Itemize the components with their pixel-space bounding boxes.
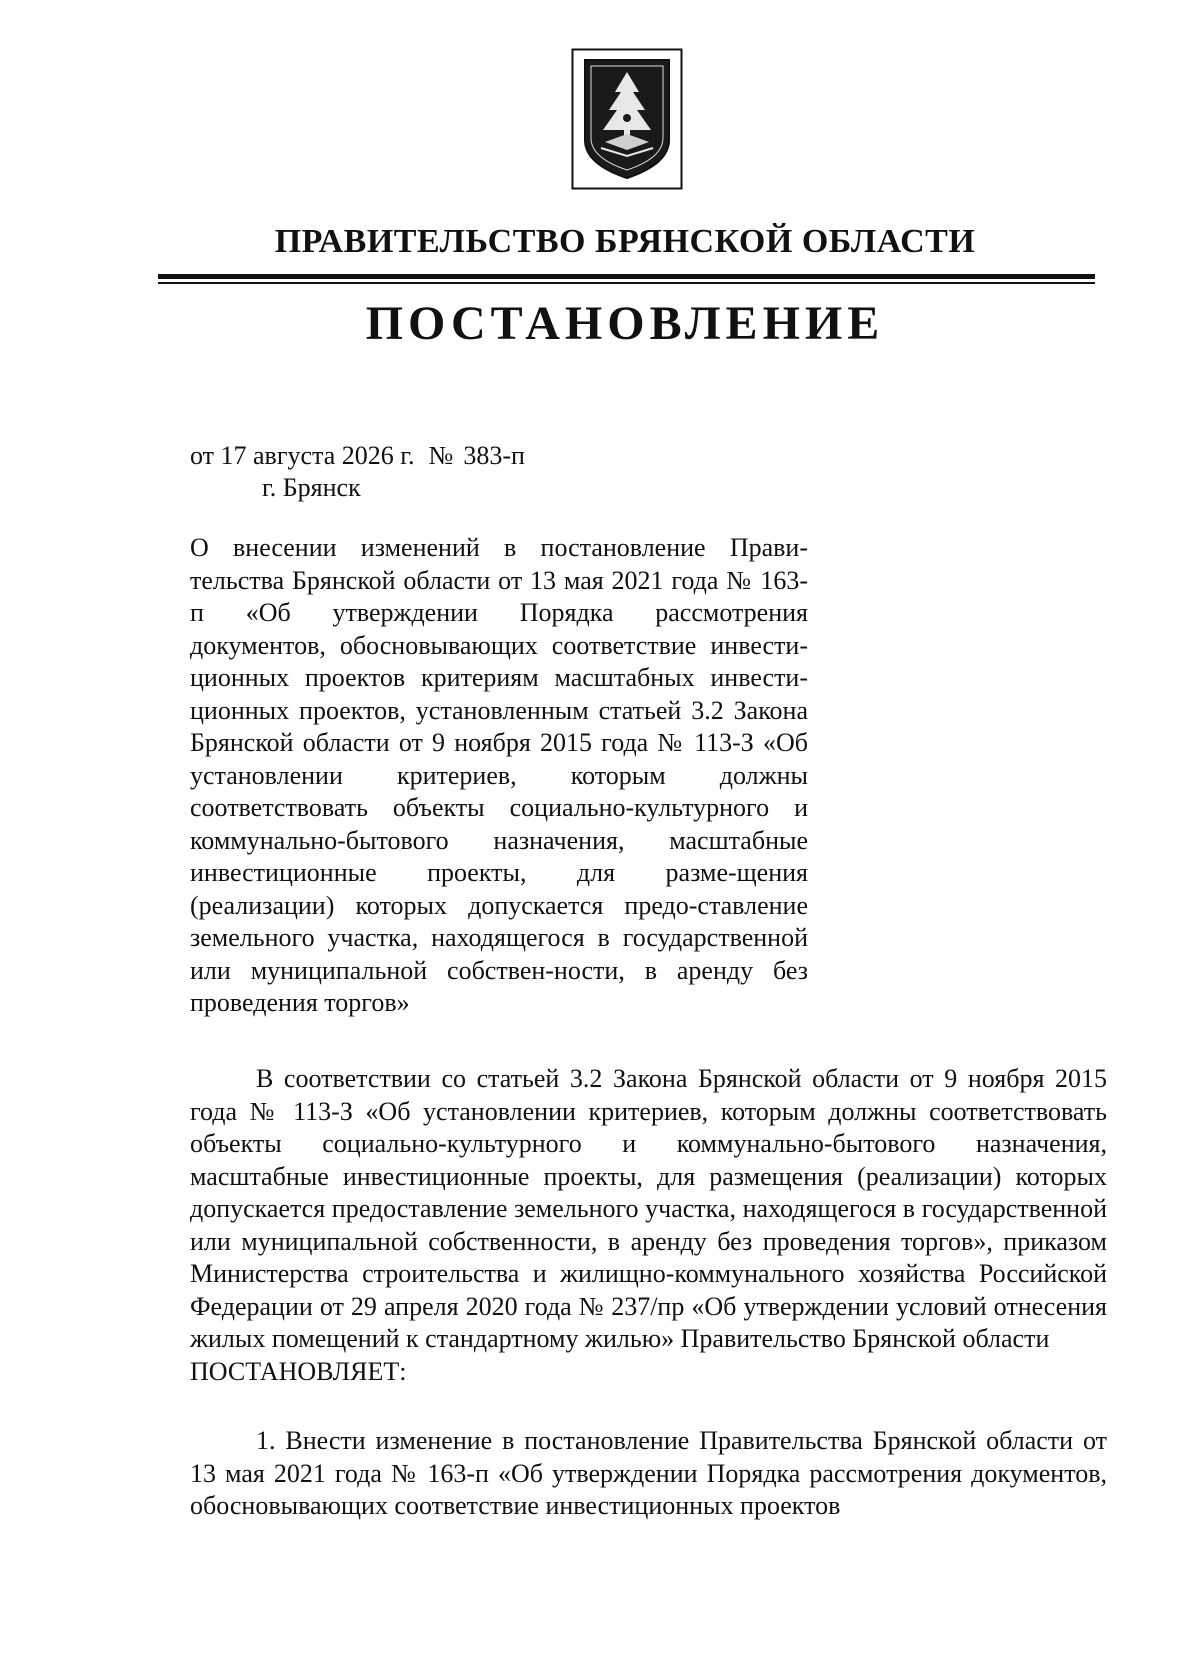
document-subject: О внесении изменений в постановление Прави-тельства Брянской области от 13 мая 2021 года № 163-п «Об утверждении Порядка рассмотрения документов, обосновывающих соответствие инвести-ционных проектов критериям масштабных инвести-ционных проектов, установленным статьей 3.2 Закона Брянской области от 9 ноября 2015 года № 113-З «Об установлении критериев, которым должны соответствовать объекты социально-культурного и коммунально-бытового назначения, масштабные инвестиционные проекты, для разме-щения (реализации) которых допускается предо-ставление земельного участка, находящегося в государственной или муниципальной собствен-ности, в аренду без проведения торгов» (190, 533, 808, 1017)
document-number: 383-п (463, 441, 525, 470)
document-type-title: ПОСТАНОВЛЕНИЕ (365, 297, 885, 350)
document-date: от 17 августа 2026 г. (190, 441, 415, 470)
government-name: ПРАВИТЕЛЬСТВО БРЯНСКОЙ ОБЛАСТИ (274, 223, 976, 260)
decree-word: ПОСТАНОВЛЯЕТ: (190, 1357, 407, 1386)
coat-of-arms-icon (571, 48, 683, 190)
header-rule-thin (158, 282, 1095, 284)
item-1-paragraph: 1. Внести изменение в постановление Правительства Брянской области от 13 мая 2021 года № 163-п «Об утверждении Порядка рассмотрения документов, обосновывающих соответствие инвестиционных проектов (190, 1426, 1107, 1520)
header-rule-thick (158, 274, 1095, 279)
number-label: № (428, 441, 454, 470)
document-date-number (190, 440, 525, 472)
document-city: г. Брянск (262, 473, 361, 502)
preamble-paragraph: В соответствии со статьей 3.2 Закона Брянской области от 9 ноября 2015 года № 113-З «Об установлении критериев, которым должны соответствовать объекты социально-культурного и коммунально-бытового назначения, масштабные инвестиционные проекты, для размещения (реализации) которых допускается предоставление земельного участка, находящегося в государственной или муниципальной собственности, в аренду без проведения торгов», приказом Министерства строительства и жилищно-коммунального хозяйства Российской Федерации от 29 апреля 2020 года № 237/пр «Об утверждении условий отнесения жилых помещений к стандартному жилью» Правительство Брянской области (190, 1064, 1107, 1353)
